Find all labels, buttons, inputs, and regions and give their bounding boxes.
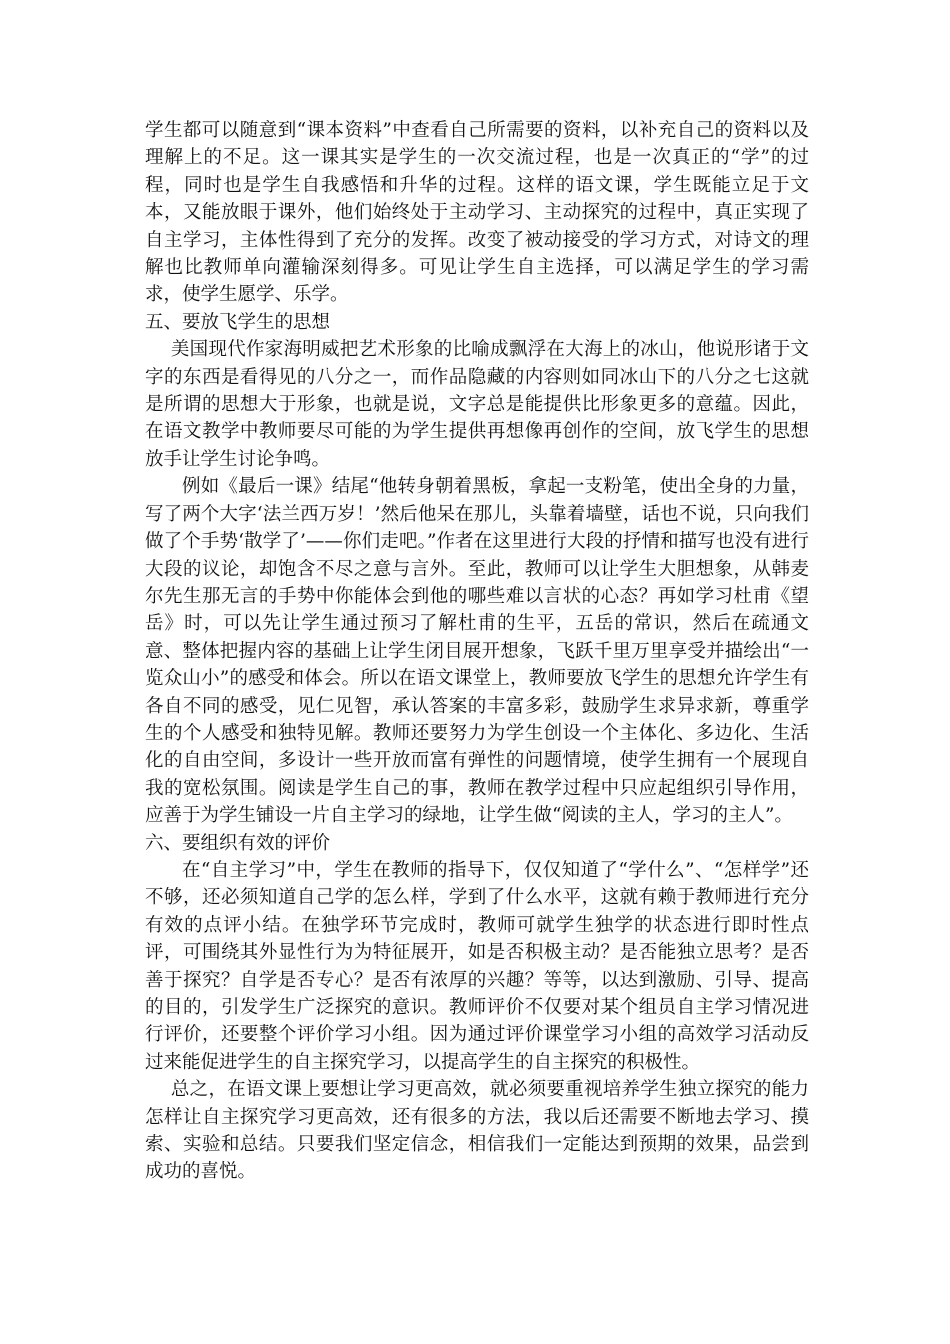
section-heading-6: 六、要组织有效的评价	[145, 832, 331, 854]
paragraph-evaluation: 在“自主学习”中，学生在教师的指导下，仅仅知道了“学什么”、“怎样学”还不够，还必须知道自己学的怎么样，学到了什么水平，这就有赖于教师进行充分有效的点评小结。在独学环节完成时，教师可就学生独学的状态进行即时性点评，可围绕其外显性行为为特征展开，如是否积极主动？是否能独立思考？是否善于探究？自学是否专心？是否有浓厚的兴趣？等等，以达到激励、引导、提高的目的，引发学生广泛探究的意识。教师评价不仅要对某个组员自主学习情况进行评价，还要整个评价学习小组。因为通过评价课堂学习小组的高效学习活动反过来能促进学生的自主探究学习，以提高学生的自主探究的积极性。	[145, 859, 809, 1073]
document-page	[145, 117, 809, 1186]
paragraph-conclusion: 总之，在语文课上要想让学习更高效，就必须要重视培养学生独立探究的能力怎样让自主探究学习更高效，还有很多的方法，我以后还需要不断地去学习、摸索、实验和总结。只要我们坚定信念，相信我们一定能达到预期的效果，品尝到成功的喜悦。	[145, 1079, 809, 1183]
paragraph-hemingway: 美国现代作家海明威把艺术形象的比喻成飘浮在大海上的冰山，他说形诸于文字的东西是看得见的八分之一，而作品隐藏的内容则如同冰山下的八分之七这就是所谓的思想大于形象，也就是说，文字总是能提供比形象更多的意蕴。因此，在语文教学中教师要尽可能的为学生提供再想像再创作的空间，放飞学生的思想放手让学生讨论争鸣。	[145, 339, 809, 470]
paragraph-last-lesson: 例如《最后一课》结尾“他转身朝着黑板，拿起一支粉笔，使出全身的力量，写了两个大字‘法兰西万岁！’然后他呆在那儿，头靠着墙壁，话也不说，只向我们做了个手势‘散学了’——你们走吧。”作者在这里进行大段的抒情和描写也没有进行大段的议论，却饱含不尽之意与言外。至此，教师可以让学生大胆想象，从韩麦尔先生那无言的手势中你能体会到他的哪些难以言状的心态？再如学习杜甫《望岳》时，可以先让学生通过预习了解杜甫的生平，五岳的常识，然后在疏通文意、整体把握内容的基础上让学生闭目展开想象，飞跃千里万里享受并描绘出“一览众山小”的感受和体会。所以在语文课堂上，教师要放飞学生的思想允许学生有各自不同的感受，见仁见智，承认答案的丰富多彩，鼓励学生求异求新，尊重学生的个人感受和独特见解。教师还要努力为学生创设一个主体化、多边化、生活化的自由空间，多设计一些开放而富有弹性的问题情境，使学生拥有一个展现自我的宽松氛围。阅读是学生自己的事，教师在教学过程中只应起组织引导作用，应善于为学生铺设一片自主学习的绿地，让学生做“阅读的主人，学习的主人”。	[145, 476, 809, 827]
section-heading-5: 五、要放飞学生的思想	[145, 311, 331, 333]
paragraph-intro: 学生都可以随意到“课本资料”中查看自己所需要的资料，以补充自己的资料以及理解上的不足。这一课其实是学生的一次交流过程，也是一次真正的“学”的过程，同时也是学生自我感悟和升华的过程。这样的语文课，学生既能立足于文本，又能放眼于课外，他们始终处于主动学习、主动探究的过程中，真正实现了自主学习，主体性得到了充分的发挥。改变了被动接受的学习方式，对诗文的理解也比教师单向灌输深刻得多。可见让学生自主选择，可以满足学生的学习需求，使学生愿学、乐学。	[145, 120, 809, 306]
